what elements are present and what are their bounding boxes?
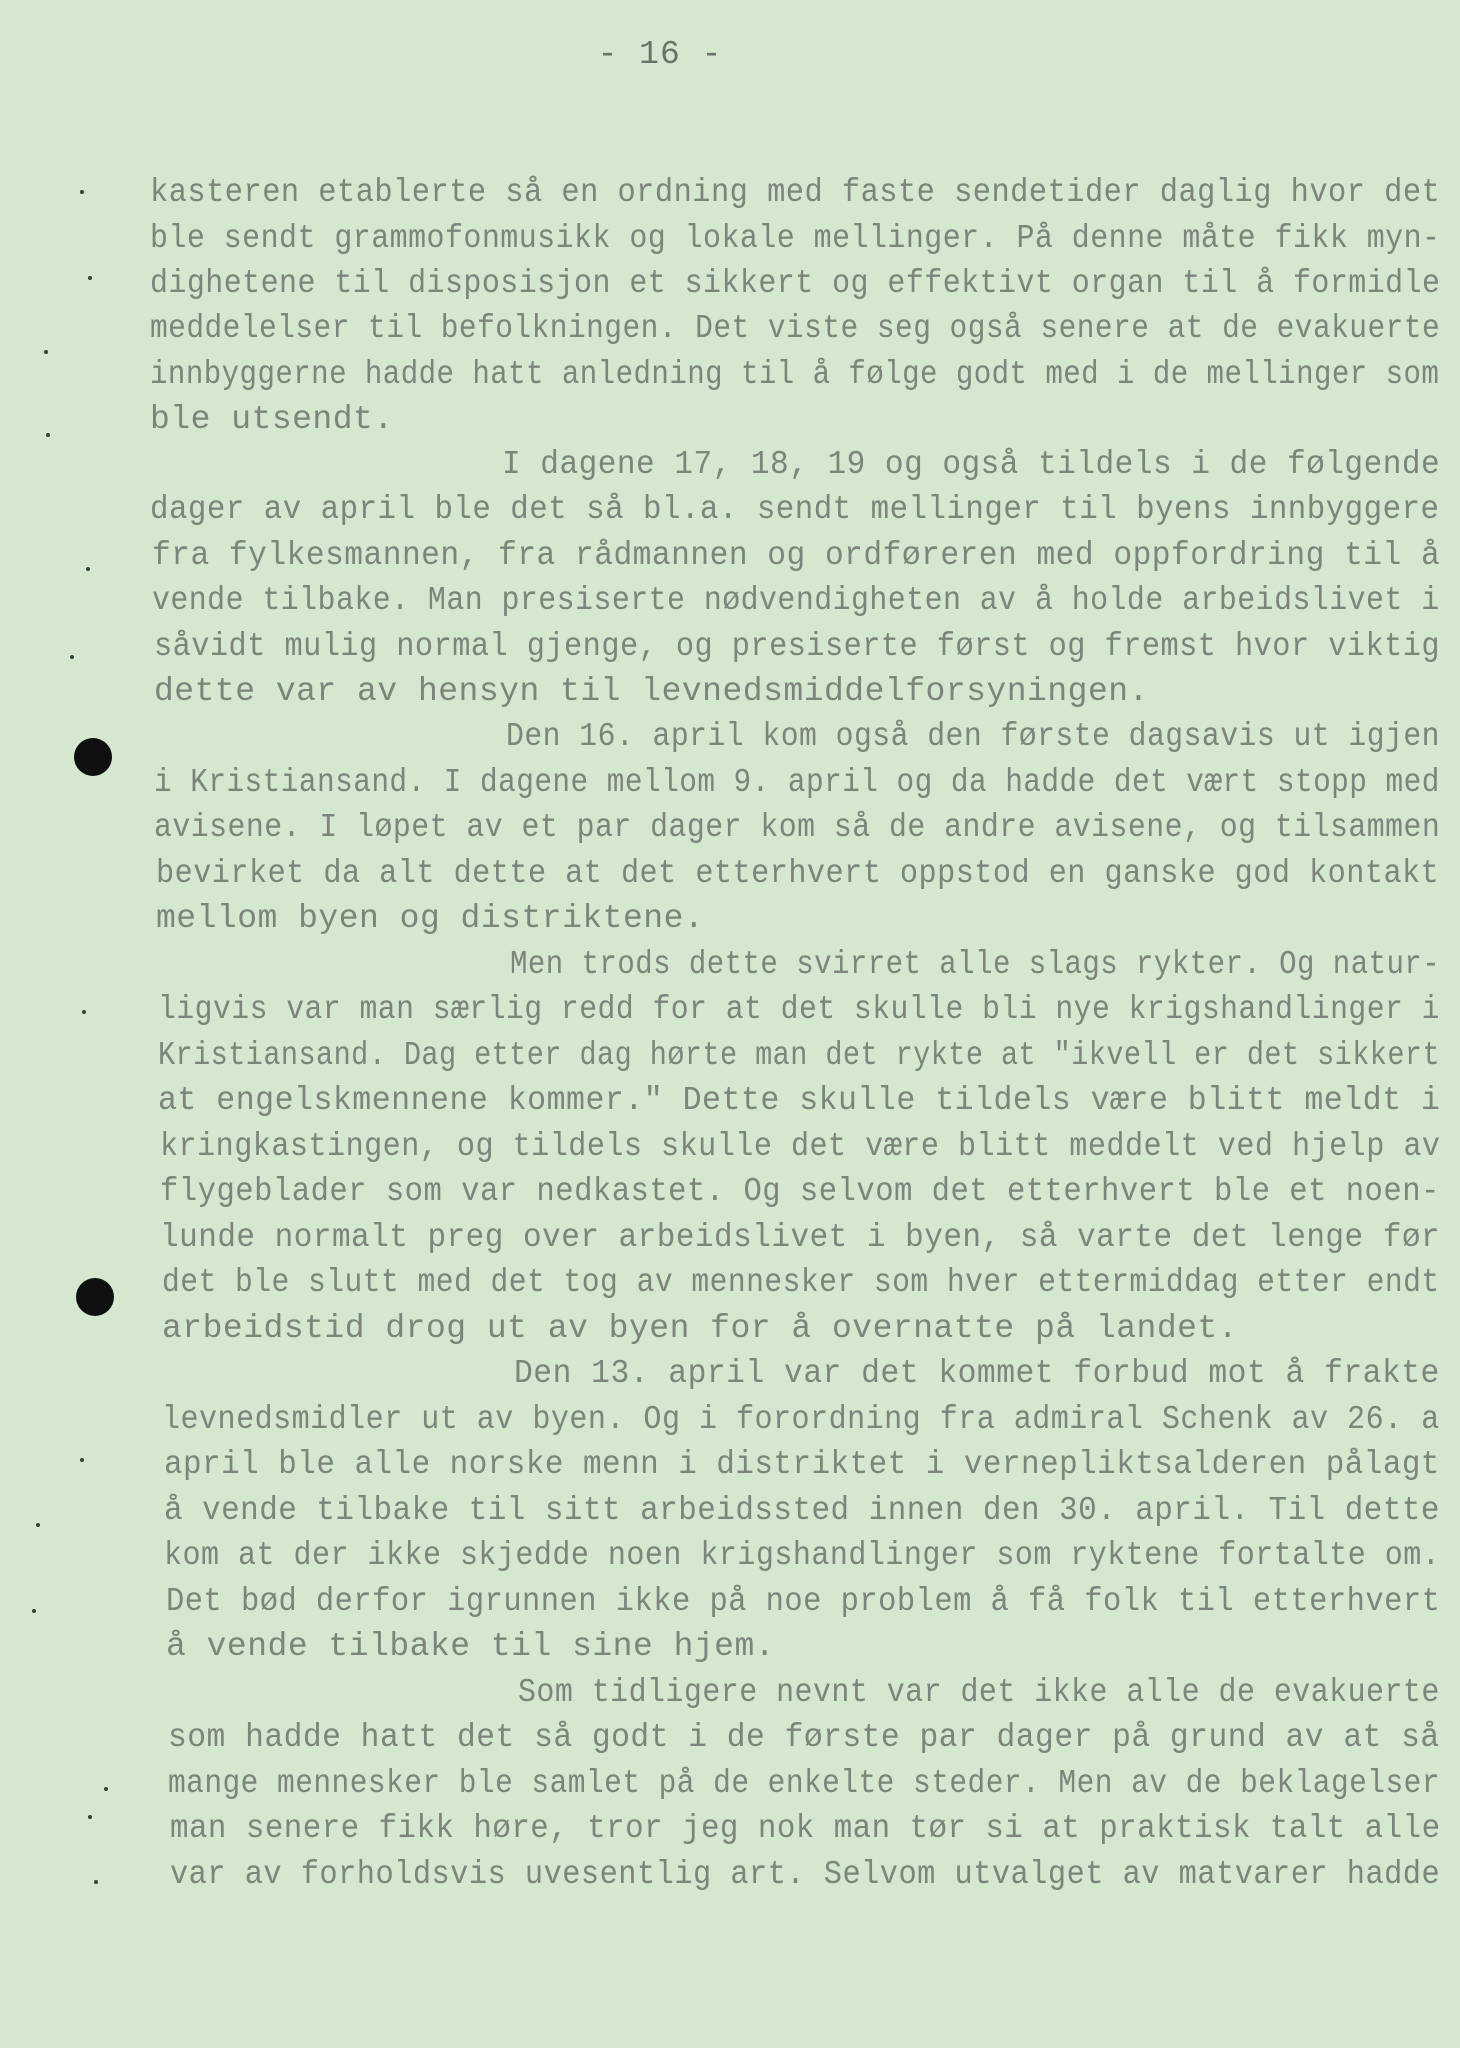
text-line: innbyggerne hadde hatt anledning til å følge godt med i de mellinger som: [150, 356, 1440, 393]
text-line: kom at der ikke skjedde noen krigshandlinger som ryktene fortalte om.: [164, 1537, 1441, 1574]
text-line: som hadde hatt det så godt i de første par dager på grund av at så: [168, 1719, 1440, 1756]
text-line: bevirket da alt dette at det etterhvert oppstod en ganske god kontakt: [156, 855, 1440, 892]
text-line: Kristiansand. Dag etter dag hørte man det rykte at "ikvell er det sikkert: [158, 1037, 1441, 1074]
text-line: ble sendt grammofonmusikk og lokale mellinger. På denne måte fikk myn-: [150, 220, 1441, 257]
margin-mark: [82, 1010, 86, 1014]
text-line: såvidt mulig normal gjenge, og presiserte først og fremst hvor viktig: [154, 628, 1441, 665]
text-line: flygeblader som var nedkastet. Og selvom det etterhvert ble et noen-: [160, 1173, 1440, 1210]
text-line: kringkastingen, og tildels skulle det være blitt meddelt ved hjelp av: [160, 1128, 1441, 1165]
text-line: vende tilbake. Man presiserte nødvendigheten av å holde arbeidslivet i: [152, 582, 1440, 619]
margin-mark: [104, 1787, 108, 1791]
margin-mark: [88, 1815, 92, 1819]
text-line: arbeidstid drog ut av byen for å overnatte på landet.: [162, 1310, 1239, 1347]
margin-mark: [80, 1458, 84, 1462]
text-line: kasteren etablerte så en ordning med faste sendetider daglig hvor det: [150, 174, 1441, 211]
text-line: mellom byen og distriktene.: [156, 900, 705, 937]
text-line: avisene. I løpet av et par dager kom så de andre avisene, og tilsammen: [154, 809, 1441, 846]
text-line: man senere fikk høre, tror jeg nok man tør si at praktisk talt alle: [170, 1810, 1441, 1847]
text-line: at engelskmennene kommer." Dette skulle tildels være blitt meldt i: [158, 1082, 1441, 1119]
text-line: lunde normalt preg over arbeidslivet i byen, så varte det lenge før: [160, 1219, 1441, 1256]
margin-mark: [44, 350, 48, 354]
text-line: april ble alle norske menn i distriktet i vernepliktsalderen pålagt: [164, 1446, 1440, 1483]
text-line: ligvis var man særlig redd for at det skulle bli nye krigshandlinger i: [158, 991, 1440, 1028]
margin-mark: [32, 1609, 36, 1613]
punch-hole: [74, 738, 112, 776]
margin-mark: [36, 1523, 40, 1527]
text-line: Den 13. april var det kommet forbud mot å frakte: [514, 1355, 1440, 1392]
text-line: Den 16. april kom også den første dagsavis ut igjen: [506, 718, 1440, 755]
text-line: det ble slutt med det tog av mennesker som hver ettermiddag etter endt: [162, 1264, 1440, 1301]
text-line: Som tidligere nevnt var det ikke alle de evakuerte: [518, 1674, 1440, 1711]
text-line: ble utsendt.: [150, 401, 394, 438]
text-line: å vende tilbake til sitt arbeidssted innen den 30. april. Til dette: [164, 1492, 1440, 1529]
text-line: Men trods dette svirret alle slags rykter. Og natur-: [510, 946, 1441, 983]
page-number: - 16 -: [597, 36, 723, 73]
text-line: levnedsmidler ut av byen. Og i forordning fra admiral Schenk av 26. a: [162, 1401, 1440, 1438]
text-line: mange mennesker ble samlet på de enkelte steder. Men av de beklagelser: [168, 1765, 1441, 1802]
text-line: å vende tilbake til sine hjem.: [166, 1628, 776, 1665]
margin-mark: [88, 276, 92, 280]
margin-mark: [86, 567, 90, 571]
margin-mark: [70, 655, 74, 659]
text-line: dette var av hensyn til levnedsmiddelforsyningen.: [154, 673, 1149, 710]
text-line: i Kristiansand. I dagene mellom 9. april og da hadde det vært stopp med: [154, 764, 1440, 801]
text-line: I dagene 17, 18, 19 og også tildels i de følgende: [502, 446, 1441, 483]
margin-mark: [80, 190, 84, 194]
text-line: meddelelser til befolkningen. Det viste seg også senere at de evakuerte: [150, 310, 1441, 347]
text-line: Det bød derfor igrunnen ikke på noe problem å få folk til etterhvert: [166, 1583, 1441, 1620]
margin-mark: [94, 1880, 98, 1884]
text-line: var av forholdsvis uvesentlig art. Selvom utvalget av matvarer hadde: [170, 1856, 1441, 1893]
margin-mark: [46, 433, 50, 437]
punch-hole: [76, 1278, 114, 1316]
text-line: dighetene til disposisjon et sikkert og effektivt organ til å formidle: [150, 265, 1441, 302]
text-line: dager av april ble det så bl.a. sendt mellinger til byens innbyggere: [150, 491, 1440, 528]
text-line: fra fylkesmannen, fra rådmannen og ordføreren med oppfordring til å: [152, 537, 1441, 574]
